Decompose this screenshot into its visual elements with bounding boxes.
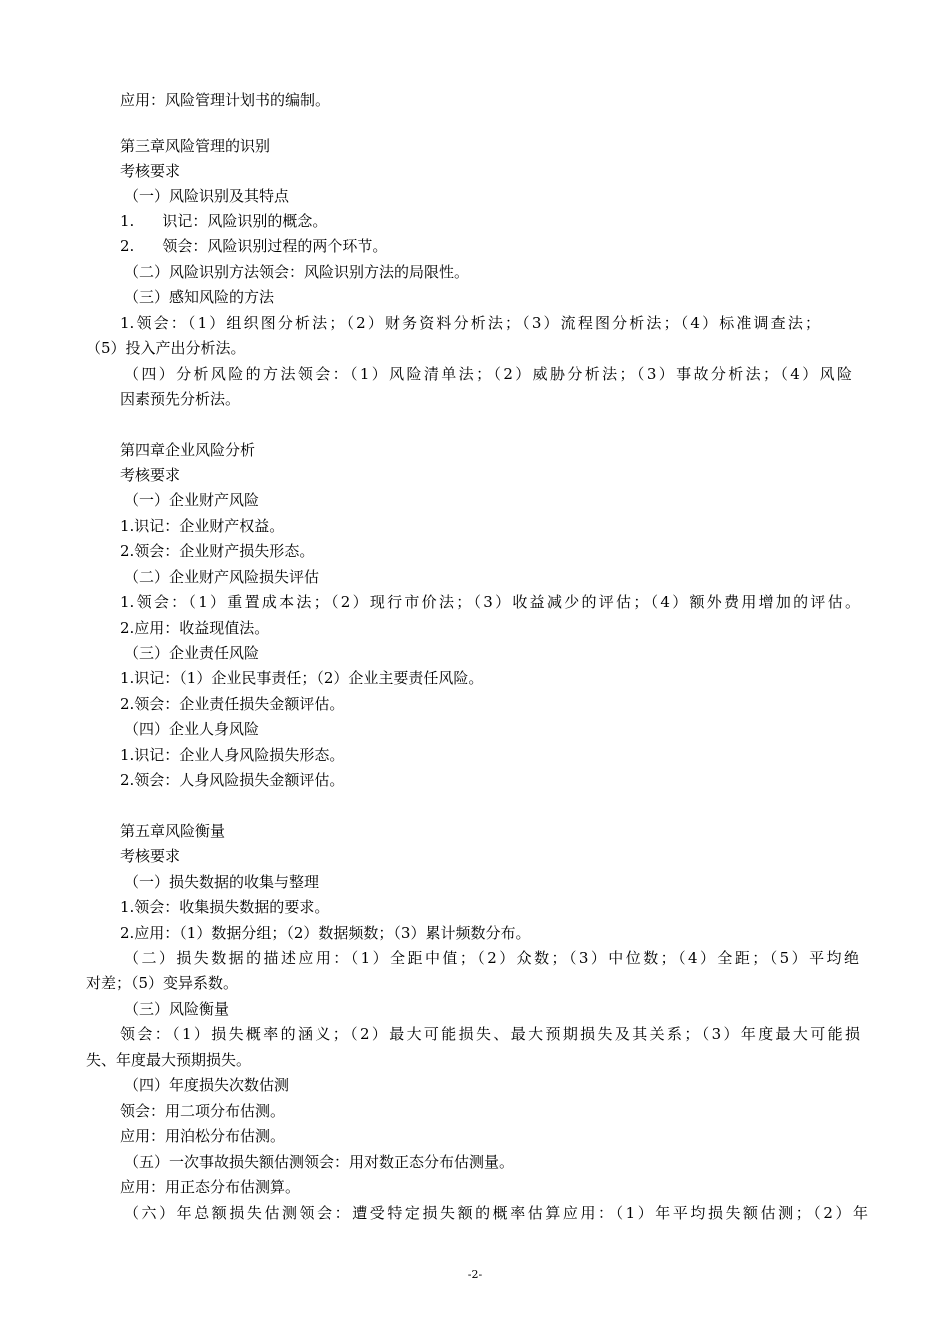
list-number: 1.	[120, 212, 135, 230]
text-line: 1.识记：（1）企业民事责任；（2）企业主要责任风险。	[120, 669, 484, 687]
text-line: （四）分析风险的方法领会：（1）风险清单法；（2）威胁分析法；（3）事故分析法；（4）风险	[124, 365, 852, 383]
text-line: （5）投入产出分析法。	[86, 339, 246, 357]
subsection-heading: （三）企业责任风险	[124, 644, 260, 662]
text-line: 失、年度最大预期损失。	[86, 1051, 252, 1069]
list-number: 2.	[120, 237, 135, 255]
text-line: 应用：用正态分布估测算。	[120, 1178, 301, 1196]
subsection-heading: （二）企业财产风险损失评估	[124, 568, 320, 586]
list-text: 识记：风险识别的概念。	[162, 212, 328, 230]
subsection-heading: （四）年度损失次数估测	[124, 1076, 290, 1094]
text-line: （六）年总额损失估测领会：遭受特定损失额的概率估算应用：（1）年平均损失额估测；（2）年	[124, 1204, 868, 1222]
list-item	[120, 211, 327, 231]
subsection-heading: （三）风险衡量	[124, 1000, 230, 1018]
subsection-heading: （五）一次事故损失额估测领会：用对数正态分布估测量。	[124, 1153, 515, 1171]
chapter-heading: 第三章风险管理的识别	[120, 137, 271, 155]
list-item	[120, 236, 387, 256]
subsection-heading: （三）感知风险的方法	[124, 288, 275, 306]
text-line: 2.领会：企业财产损失形态。	[120, 542, 315, 560]
section-heading: 考核要求	[120, 466, 181, 484]
text-line: 对差；（5）变异系数。	[86, 974, 239, 992]
text-line: 1.领会：（1）重置成本法；（2）现行市价法；（3）收益减少的评估；（4）额外费用增加的评估。	[120, 593, 860, 611]
text-line: 应用：用泊松分布估测。	[120, 1127, 286, 1145]
text-line: 1.领会：收集损失数据的要求。	[120, 898, 330, 916]
text-line: 2.应用：（1）数据分组；（2）数据频数；（3）累计频数分布。	[120, 924, 531, 942]
list-text: 领会：风险识别过程的两个环节。	[162, 237, 388, 255]
text-line: 1.识记：企业人身风险损失形态。	[120, 746, 345, 764]
page-number: -2-	[467, 1268, 483, 1281]
text-line: 1.领会：（1）组织图分析法；（2）财务资料分析法；（3）流程图分析法；（4）标准调查法；	[120, 314, 820, 332]
text-line: （二）损失数据的描述应用：（1）全距中值；（2）众数；（3）中位数；（4）全距；（5）平均绝	[124, 949, 859, 967]
text-line: 2.领会：企业责任损失金额评估。	[120, 695, 345, 713]
text-line: 2.领会：人身风险损失金额评估。	[120, 771, 345, 789]
section-heading: 考核要求	[120, 162, 181, 180]
text-line: 1.识记：企业财产权益。	[120, 517, 285, 535]
text-line: 因素预先分析法。	[120, 390, 241, 408]
chapter-heading: 第四章企业风险分析	[120, 441, 256, 459]
section-heading: 考核要求	[120, 847, 181, 865]
subsection-heading: （一）损失数据的收集与整理	[124, 873, 320, 891]
text-line: 2.应用：收益现值法。	[120, 619, 270, 637]
subsection-heading: （二）风险识别方法领会：风险识别方法的局限性。	[124, 263, 470, 281]
text-line: 领会：用二项分布估测。	[120, 1102, 286, 1120]
text-line: 领会：（1）损失概率的涵义；（2）最大可能损失、最大预期损失及其关系；（3）年度最大可能损	[120, 1025, 860, 1043]
subsection-heading: （四）企业人身风险	[124, 720, 260, 738]
text-line: 应用：风险管理计划书的编制。	[120, 91, 331, 109]
subsection-heading: （一）风险识别及其特点	[124, 187, 290, 205]
chapter-heading: 第五章风险衡量	[120, 822, 226, 840]
subsection-heading: （一）企业财产风险	[124, 491, 260, 509]
